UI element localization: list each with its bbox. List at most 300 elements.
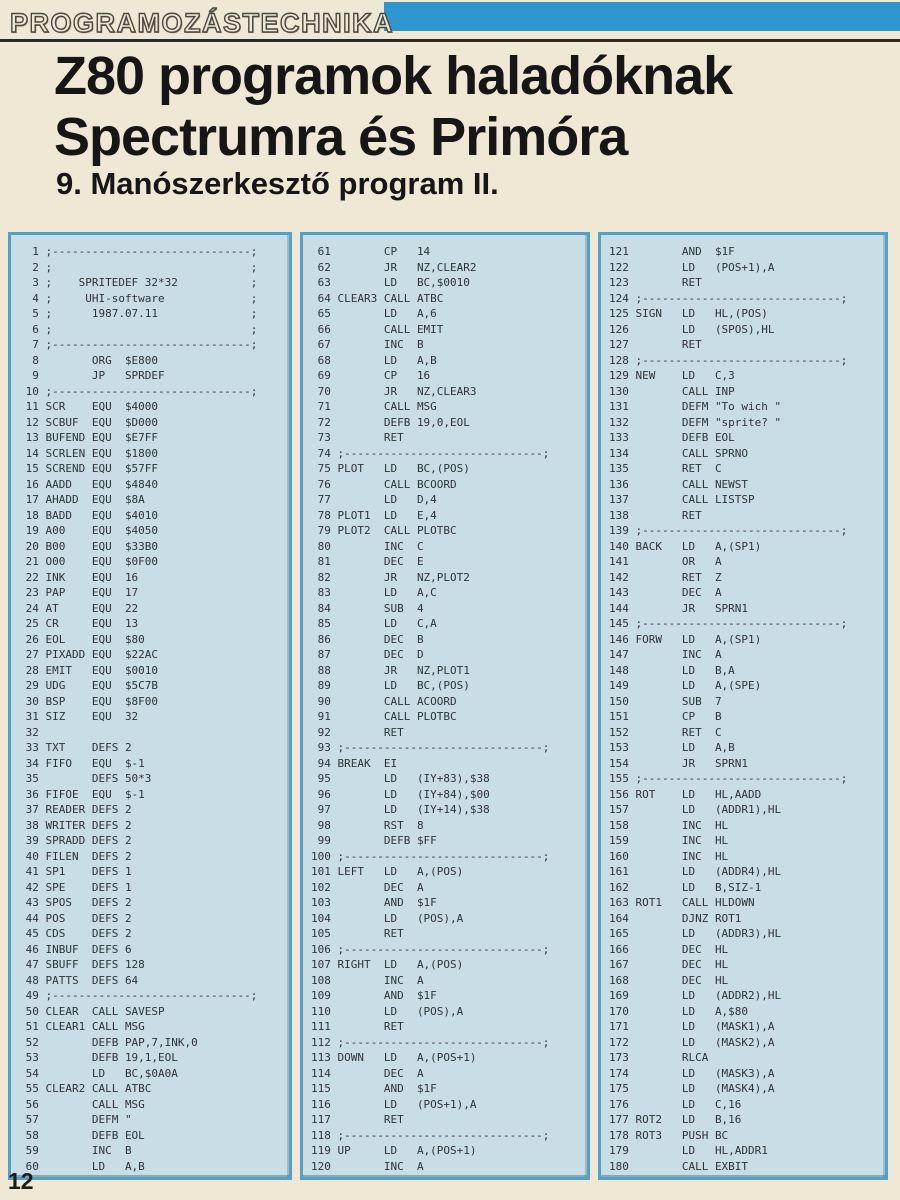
line-number: 146 <box>609 632 629 646</box>
code-line <box>19 1097 285 1113</box>
code-line <box>19 337 285 353</box>
code-line <box>609 895 881 911</box>
code-line <box>19 942 285 958</box>
line-number: 57 <box>25 1113 39 1126</box>
source-text: ;------------------------------; <box>45 338 258 351</box>
line-number: 155 <box>609 772 629 785</box>
source-text: INC HL <box>635 834 729 847</box>
code-line <box>19 430 285 446</box>
line-number: 73 <box>317 431 331 444</box>
header-accent-bar <box>384 2 900 31</box>
code-line <box>609 492 881 508</box>
code-line <box>19 694 285 710</box>
line-number: 88 <box>317 663 331 677</box>
code-line <box>609 818 881 834</box>
line-number: 45 <box>25 927 39 940</box>
source-text: RET <box>337 431 404 444</box>
line-number: 132 <box>609 415 629 429</box>
source-text: FILEN DEFS 2 <box>45 849 132 863</box>
code-line <box>19 322 285 338</box>
source-text: ;------------------------------; <box>635 291 848 305</box>
source-text: CALL EMIT <box>337 322 444 336</box>
line-number: 58 <box>25 1128 39 1142</box>
code-line <box>19 1112 285 1128</box>
source-text: ;------------------------------; <box>337 1128 550 1142</box>
code-line <box>609 1050 881 1066</box>
source-text: LD (POS+1),A <box>337 1097 477 1111</box>
code-line <box>19 849 285 865</box>
line-number: 49 <box>25 989 39 1002</box>
line-number: 20 <box>25 539 39 553</box>
source-text: RET C <box>635 725 722 739</box>
source-text: PAP EQU 17 <box>45 586 139 599</box>
source-text: LD BC,$0A0A <box>45 1066 178 1080</box>
source-text: DEFB 19,1,EOL <box>45 1051 178 1064</box>
source-text: LD C,16 <box>635 1097 742 1111</box>
code-listing-column-1 <box>8 232 292 1180</box>
source-text: AND $1F <box>635 245 735 258</box>
source-text: CALL INP <box>635 384 735 398</box>
line-number: 126 <box>609 322 629 336</box>
line-number: 121 <box>609 245 629 258</box>
code-line <box>311 415 583 431</box>
source-text: LD HL,ADDR1 <box>635 1144 768 1157</box>
line-number: 17 <box>25 493 39 506</box>
code-line <box>311 399 583 415</box>
source-text: DEC A <box>337 880 424 894</box>
source-text: LD (MASK3),A <box>635 1066 775 1080</box>
line-number: 118 <box>311 1128 331 1142</box>
code-line <box>311 585 583 601</box>
section-kicker: PROGRAMOZÁSTECHNIKA <box>10 8 394 38</box>
source-text: ROT LD HL,AADD <box>635 787 762 801</box>
code-line <box>609 1143 881 1159</box>
code-line <box>609 1159 881 1175</box>
code-line <box>311 678 583 694</box>
line-number: 84 <box>317 601 331 615</box>
line-number: 41 <box>25 865 39 878</box>
source-text: ;------------------------------; <box>635 353 848 367</box>
code-line <box>609 570 881 586</box>
article-title <box>54 46 732 168</box>
code-line <box>19 802 285 818</box>
line-number: 87 <box>317 648 331 661</box>
line-number: 16 <box>25 477 39 491</box>
source-text: LD A,B <box>337 353 437 367</box>
code-line <box>19 306 285 322</box>
code-line <box>609 244 881 260</box>
code-line <box>609 942 881 958</box>
line-number: 148 <box>609 663 629 677</box>
source-text: LD A,C <box>337 586 437 599</box>
line-number: 9 <box>32 369 39 382</box>
line-number: 60 <box>25 1159 39 1173</box>
source-text: LD (MASK4),A <box>635 1082 775 1095</box>
code-line <box>311 663 583 679</box>
line-number: 62 <box>317 260 331 274</box>
line-number: 30 <box>25 694 39 708</box>
line-number: 157 <box>609 803 629 816</box>
line-number: 103 <box>311 896 331 909</box>
source-text: LD A,(SPE) <box>635 679 762 692</box>
line-number: 178 <box>609 1128 629 1142</box>
line-number: 130 <box>609 384 629 398</box>
code-listing-column-2 <box>300 232 590 1180</box>
line-number: 15 <box>25 462 39 475</box>
code-line <box>19 275 285 291</box>
line-number: 65 <box>317 307 331 320</box>
line-number: 122 <box>609 260 629 274</box>
source-text: INC HL <box>635 818 729 832</box>
code-line <box>609 833 881 849</box>
code-line <box>609 1004 881 1020</box>
line-number: 86 <box>317 632 331 646</box>
line-number: 174 <box>609 1066 629 1080</box>
line-number: 43 <box>25 896 39 909</box>
source-text: DEFB 19,0,EOL <box>337 415 470 429</box>
code-line <box>19 554 285 570</box>
code-line <box>311 446 583 462</box>
source-text: ; ; <box>45 260 258 274</box>
code-line <box>19 384 285 400</box>
line-number: 42 <box>25 880 39 894</box>
source-text: LD (MASK1),A <box>635 1020 775 1033</box>
source-text: CALL EXBIT <box>635 1159 749 1173</box>
code-line <box>609 306 881 322</box>
line-number: 85 <box>317 617 331 630</box>
line-number: 180 <box>609 1159 629 1173</box>
source-text: CLEAR CALL SAVESP <box>45 1004 165 1018</box>
code-line <box>19 818 285 834</box>
source-text: TXT DEFS 2 <box>45 741 132 754</box>
code-line <box>19 1081 285 1097</box>
code-line <box>311 988 583 1004</box>
source-text: BACK LD A,(SP1) <box>635 539 762 553</box>
code-line <box>19 353 285 369</box>
line-number: 159 <box>609 834 629 847</box>
code-line <box>311 353 583 369</box>
source-text: SIZ EQU 32 <box>45 710 139 723</box>
code-line <box>609 740 881 756</box>
source-text: LD (ADDR1),HL <box>635 803 782 816</box>
line-number: 82 <box>317 570 331 584</box>
line-number: 22 <box>25 570 39 584</box>
source-text: JR NZ,PLOT1 <box>337 663 470 677</box>
source-text: ;------------------------------; <box>337 741 550 754</box>
line-number: 169 <box>609 989 629 1002</box>
source-text: ;------------------------------; <box>337 849 550 863</box>
code-line <box>609 275 881 291</box>
line-number: 71 <box>317 400 331 413</box>
line-number: 52 <box>25 1035 39 1049</box>
source-text: CP B <box>635 710 722 723</box>
line-number: 74 <box>317 446 331 460</box>
line-number: 123 <box>609 276 629 289</box>
code-line <box>19 880 285 896</box>
source-text: DEFS 50*3 <box>45 772 152 785</box>
source-text: DEC HL <box>635 973 729 987</box>
code-line <box>609 1035 881 1051</box>
source-text: JR SPRN1 <box>635 756 749 770</box>
line-number: 46 <box>25 942 39 956</box>
code-line <box>311 647 583 663</box>
source-text: LD (POS),A <box>337 1004 464 1018</box>
line-number: 115 <box>311 1082 331 1095</box>
source-text: SCRLEN EQU $1800 <box>45 446 159 460</box>
code-line <box>19 740 285 756</box>
code-line <box>311 942 583 958</box>
code-line <box>19 647 285 663</box>
source-text: DEFB PAP,7,INK,0 <box>45 1035 198 1049</box>
line-number: 145 <box>609 617 629 630</box>
code-line <box>311 539 583 555</box>
code-line <box>311 554 583 570</box>
line-number: 152 <box>609 725 629 739</box>
source-text: ROT2 LD B,16 <box>635 1113 742 1126</box>
line-number: 113 <box>311 1051 331 1064</box>
line-number: 12 <box>25 415 39 429</box>
line-number: 172 <box>609 1035 629 1049</box>
source-text: INC C <box>337 539 424 553</box>
code-line <box>609 709 881 725</box>
source-text: DOWN LD A,(POS+1) <box>337 1051 477 1064</box>
code-line <box>19 477 285 493</box>
code-line <box>609 802 881 818</box>
code-line <box>609 849 881 865</box>
code-line <box>311 508 583 524</box>
line-number: 153 <box>609 741 629 754</box>
source-text: ; UHI-software ; <box>45 291 258 305</box>
source-text: SUB 7 <box>635 694 722 708</box>
source-text: ; SPRITEDEF 32*32 ; <box>45 276 258 289</box>
source-text: CLEAR2 CALL ATBC <box>45 1082 152 1095</box>
code-line <box>19 864 285 880</box>
line-number: 141 <box>609 555 629 568</box>
code-line <box>609 399 881 415</box>
line-number: 128 <box>609 353 629 367</box>
source-text: LD (ADDR2),HL <box>635 989 782 1002</box>
line-number: 25 <box>25 617 39 630</box>
source-text: DEC A <box>635 586 722 599</box>
source-text: RET <box>337 725 404 739</box>
source-text: LD (ADDR4),HL <box>635 865 782 878</box>
source-text: RET <box>635 338 702 351</box>
source-text: NEW LD C,3 <box>635 369 735 382</box>
source-text: INC B <box>337 338 424 351</box>
source-text: ;------------------------------; <box>45 245 258 258</box>
line-number: 99 <box>317 834 331 847</box>
line-number: 90 <box>317 694 331 708</box>
source-text: SCR EQU $4000 <box>45 400 159 413</box>
code-line <box>609 554 881 570</box>
line-number: 179 <box>609 1144 629 1157</box>
code-line <box>311 306 583 322</box>
line-number: 154 <box>609 756 629 770</box>
source-text: SCREND EQU $57FF <box>45 462 159 475</box>
code-line <box>19 895 285 911</box>
code-line <box>19 1066 285 1082</box>
code-line <box>609 771 881 787</box>
source-text: CALL MSG <box>337 400 437 413</box>
source-text: CLEAR3 CALL ATBC <box>337 291 444 305</box>
source-text: PLOT LD BC,(POS) <box>337 462 470 475</box>
line-number: 23 <box>25 586 39 599</box>
code-line <box>19 570 285 586</box>
line-number: 102 <box>311 880 331 894</box>
code-line <box>311 1050 583 1066</box>
code-line <box>609 446 881 462</box>
line-number: 116 <box>311 1097 331 1111</box>
code-line <box>311 1066 583 1082</box>
source-text: ;------------------------------; <box>45 989 258 1002</box>
code-line <box>19 709 285 725</box>
code-line <box>609 1066 881 1082</box>
line-number: 136 <box>609 477 629 491</box>
code-line <box>19 260 285 276</box>
code-line <box>311 1097 583 1113</box>
line-number: 80 <box>317 539 331 553</box>
source-text: EOL EQU $80 <box>45 632 145 646</box>
code-line <box>609 1019 881 1035</box>
source-text: RET C <box>635 462 722 475</box>
line-number: 53 <box>25 1051 39 1064</box>
source-text: DEFB $FF <box>337 834 437 847</box>
line-number: 95 <box>317 772 331 785</box>
source-text: B00 EQU $33B0 <box>45 539 159 553</box>
code-line <box>19 988 285 1004</box>
code-line <box>311 694 583 710</box>
code-line <box>19 616 285 632</box>
line-number: 176 <box>609 1097 629 1111</box>
line-number: 31 <box>25 710 39 723</box>
source-text: DEC HL <box>635 942 729 956</box>
code-line <box>19 244 285 260</box>
source-text: CALL LISTSP <box>635 493 755 506</box>
line-number: 29 <box>25 679 39 692</box>
line-number: 125 <box>609 307 629 320</box>
source-text: BSP EQU $8F00 <box>45 694 159 708</box>
source-text: BREAK EI <box>337 756 398 770</box>
source-text: CALL SPRNO <box>635 446 749 460</box>
code-line <box>609 756 881 772</box>
code-line <box>609 477 881 493</box>
page-number: 12 <box>8 1168 34 1194</box>
source-text: LD (IY+83),$38 <box>337 772 490 785</box>
code-line <box>311 864 583 880</box>
line-number: 21 <box>25 555 39 568</box>
line-number: 79 <box>317 524 331 537</box>
code-line <box>311 926 583 942</box>
code-line <box>311 368 583 384</box>
code-line <box>19 911 285 927</box>
code-line <box>19 787 285 803</box>
source-text: PLOT1 LD E,4 <box>337 508 437 522</box>
source-text: INC A <box>337 973 424 987</box>
line-number: 120 <box>311 1159 331 1173</box>
code-line <box>19 1004 285 1020</box>
code-line <box>311 895 583 911</box>
line-number: 3 <box>32 276 39 289</box>
code-line <box>609 1112 881 1128</box>
source-text: RET <box>337 927 404 940</box>
code-line <box>19 926 285 942</box>
code-line <box>609 1081 881 1097</box>
line-number: 33 <box>25 741 39 754</box>
code-line <box>311 833 583 849</box>
line-number: 97 <box>317 803 331 816</box>
line-number: 8 <box>32 353 39 367</box>
line-number: 112 <box>311 1035 331 1049</box>
line-number: 162 <box>609 880 629 894</box>
source-text: ORG $E800 <box>45 353 159 367</box>
code-line <box>311 275 583 291</box>
source-text: JR NZ,PLOT2 <box>337 570 470 584</box>
source-text: DEC A <box>337 1066 424 1080</box>
line-number: 68 <box>317 353 331 367</box>
source-text: RET <box>337 1020 404 1033</box>
line-number: 4 <box>32 291 39 305</box>
line-number: 36 <box>25 787 39 801</box>
source-text: LD A,$80 <box>635 1004 749 1018</box>
line-number: 133 <box>609 431 629 444</box>
code-line <box>311 957 583 973</box>
code-line <box>609 415 881 431</box>
source-text: RET <box>337 1113 404 1126</box>
code-line <box>19 833 285 849</box>
source-text: UDG EQU $5C7B <box>45 679 159 692</box>
source-text: ; ; <box>45 322 258 336</box>
code-line <box>609 353 881 369</box>
line-number: 11 <box>25 400 39 413</box>
code-line <box>311 632 583 648</box>
source-text: SUB 4 <box>337 601 424 615</box>
code-line <box>609 384 881 400</box>
line-number: 137 <box>609 493 629 506</box>
source-text: DEC D <box>337 648 424 661</box>
code-line <box>609 1128 881 1144</box>
line-number: 37 <box>25 803 39 816</box>
code-line <box>311 337 583 353</box>
code-line <box>609 988 881 1004</box>
code-line <box>609 523 881 539</box>
line-number: 101 <box>311 865 331 878</box>
code-line <box>19 973 285 989</box>
source-text: LD D,4 <box>337 493 437 506</box>
source-text: FORW LD A,(SP1) <box>635 632 762 646</box>
source-text: ROT1 CALL HLDOWN <box>635 896 755 909</box>
code-line <box>311 570 583 586</box>
source-text: ;------------------------------; <box>337 1035 550 1049</box>
source-text: LD (POS+1),A <box>635 260 775 274</box>
code-line <box>19 291 285 307</box>
code-line <box>609 616 881 632</box>
source-text: SPOS DEFS 2 <box>45 896 132 909</box>
line-number: 50 <box>25 1004 39 1018</box>
code-line <box>609 430 881 446</box>
header-rule <box>0 39 900 42</box>
source-text: ROT3 PUSH BC <box>635 1128 729 1142</box>
source-text: SPRADD DEFS 2 <box>45 834 132 847</box>
line-number: 111 <box>311 1020 331 1033</box>
line-number: 94 <box>317 756 331 770</box>
code-line <box>19 1050 285 1066</box>
line-number: 77 <box>317 493 331 506</box>
source-text: JP SPRDEF <box>45 369 165 382</box>
code-line <box>311 1112 583 1128</box>
source-text: LD B,A <box>635 663 735 677</box>
source-text: FIFOE EQU $-1 <box>45 787 145 801</box>
line-number: 143 <box>609 586 629 599</box>
